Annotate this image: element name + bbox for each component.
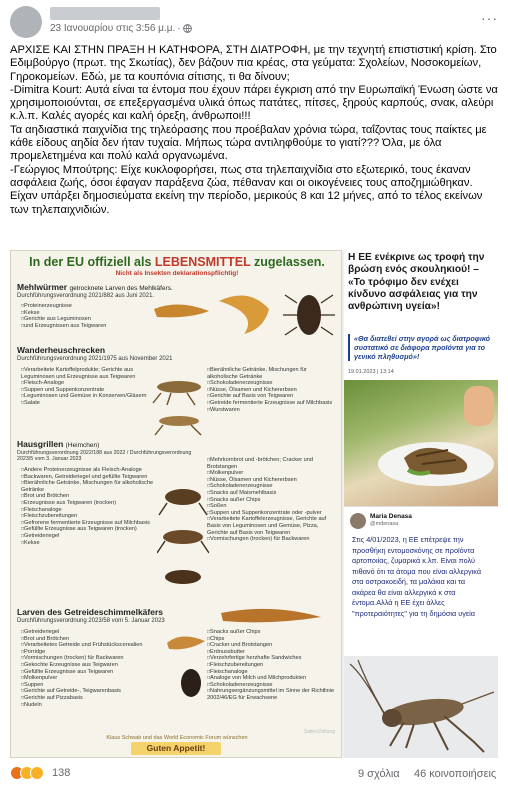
section-name: Hausgrillen: [17, 439, 64, 449]
list-item: □ Kekse: [21, 540, 157, 547]
post-paragraph: -Γεώργιος Μπούτρης: Είχε κυκλοφορήσει, πως στα τηλεπαιχνίδια στο εξωτερικό, τους έκαναν ασφάλεια ζωής, όσοι έφαγαν παράξενα ζώα, πέθαναν και οι οικογένειες τους αποζημιώθηκαν. Είχαν υπάρξει δημοσιεύματα εκείνη την περίοδο, μερικούς 8 και 12 μήνες, από το τέλος εκείνων των τηλεπαιχνιδιών.: [10, 163, 483, 216]
mealworm-beetle-illustration: [149, 289, 339, 339]
shares-count[interactable]: 46 κοινοποιήσεις: [414, 768, 497, 780]
section-name: Larven des Getreideschimmelkäfers: [17, 607, 163, 617]
author-name-redacted[interactable]: [50, 7, 160, 20]
list-item: □ Nüsse, Ölsamen und Kichererbsen: [207, 477, 337, 484]
list-item: □ Gerichte auf Getreide-, Teigwarenbasis: [21, 688, 157, 695]
list-item: □ Fleischanaloge: [207, 669, 337, 676]
tweet-card: [344, 506, 498, 656]
title-part: In der EU offiziell als: [29, 255, 155, 269]
list-item: □ Fleischzubereitungen: [21, 513, 157, 520]
cricket-illustration: [157, 477, 209, 597]
list-item: □ Snacks außer Chips: [207, 629, 337, 636]
list-item: □ Suppen und Suppenkonzentrate: [21, 387, 149, 394]
product-list: [21, 467, 157, 546]
list-item: □ Schokoladenerzeugnisse: [207, 682, 337, 689]
news-title: Η ΕΕ ενέκρινε ως τροφή την βρώση ενός σκουληκιού! – «Το τρόφιμο δεν ενέχει κίνδυνο ασφάλειας για την ανθρώπινη υγεία»!: [348, 252, 485, 313]
list-item: □ Chips: [207, 636, 337, 643]
list-item: □ Analoge von Milch und Milchprodukten: [207, 675, 337, 682]
post-meta: [50, 23, 192, 34]
infographic-footer: Klaus Schwab und das World Economic Forum wünschen: [106, 735, 248, 741]
list-item: □ und Erzeugnissen aus Teigwaren: [21, 323, 141, 330]
section-name: Mehlwürmer: [17, 282, 68, 292]
tweet-avatar: [350, 513, 366, 529]
cricket-photo-illustration: [344, 656, 498, 758]
infographic-watermark: Satire/Zeitung: [303, 729, 335, 735]
section-regulation: Durchführungsverordnung 2021/882 aus Juni 2021.: [17, 293, 155, 299]
section-heading: [17, 607, 163, 617]
list-item: □ Verarbeitetes Getreide und Frühstückscerealien: [21, 642, 157, 649]
list-item: □ Gerichte auf Basis von Teigwaren: [207, 393, 337, 400]
list-item: □ Suppen und Suppenkonzentrate oder -pulver: [207, 510, 337, 517]
list-item: □ Wurstwaren: [207, 407, 337, 414]
product-list: [21, 629, 157, 708]
list-item: □ Gerichte aus Leguminosen: [21, 316, 141, 323]
list-item: □ Verarbeitete Kartoffelprodukte; Gerichte aus Leguminosen und Erzeugnisse aus Teigwaren: [21, 367, 149, 380]
infographic-title: [17, 255, 337, 269]
more-options-button[interactable]: ···: [481, 10, 498, 26]
tweet-author-handle: @mdenasa: [370, 521, 399, 527]
list-item: □ Mehrkornbrot und -brötchen; Cracker und Brotstangen: [207, 457, 337, 470]
product-list: [21, 367, 149, 407]
list-item: □ Getreideriegel: [21, 629, 157, 636]
list-item: □ Bierähnliche Getränke, Mischungen für alkoholische Getränke: [207, 367, 337, 380]
list-item: □ Molkenpulver: [207, 470, 337, 477]
section-regulation: Durchführungsverordnung 2023/58 vom 5. Januar 2023: [17, 618, 165, 624]
list-item: □ Brot und Brötchen: [21, 493, 157, 500]
cricket-photo: [344, 656, 498, 758]
post-image-collage[interactable]: [10, 250, 498, 758]
list-item: □ Vormischungen (trocken) für Backwaren: [21, 655, 157, 662]
list-item: □ Gekochte Erzeugnisse aus Teigwaren: [21, 662, 157, 669]
list-item: □ Schokoladenerzeugnisse: [207, 380, 337, 387]
list-item: □ Getreide fermentierte Erzeugnisse auf Milchbasis: [207, 400, 337, 407]
list-item: □ Andere Proteinerzeugnisse als Fleisch-Analoge: [21, 467, 157, 474]
title-part: zugelassen.: [250, 255, 325, 269]
news-subtitle: «Θα διατεθεί στην αγορά ως διατροφικό συστατικό σε διάφορα προϊόντα για το γενικό πληθυσμό»!: [348, 334, 496, 361]
list-item: □ Cracker und Brotstangen: [207, 642, 337, 649]
list-item: □ Snacks außer Chips: [207, 497, 337, 504]
haha-reaction-icon: [30, 766, 44, 780]
comments-count[interactable]: 9 σχόλια: [358, 768, 400, 780]
list-item: □ Kekse: [21, 310, 141, 317]
list-item: □ Gefüllte Erzeugnisse aus Teigwaren: [21, 669, 157, 676]
list-item: □ Fleischanaloge: [21, 507, 157, 514]
list-item: □ Schokoladenerzeugnisse: [207, 483, 337, 490]
section-desc: getrocknete Larven des Mehlkäfers.: [69, 285, 173, 292]
meta-separator: ·: [177, 23, 181, 34]
list-item: □ Bierähnliche Getränke, Mischungen für alkoholische Getränke: [21, 480, 157, 493]
list-item: □ Gerichte auf Pizzabasis: [21, 695, 157, 702]
list-item: □ Soßen: [207, 503, 337, 510]
guten-appetit-banner: Guten Appetit!: [131, 742, 221, 755]
list-item: □ Verarbeitete Kartoffelerzeugnisse, Gerichte auf Basis von Leguminosen und Gemüse, Pizza, Gerichte auf Basis von Teigwaren: [207, 516, 337, 536]
globe-icon: [183, 24, 192, 33]
section-regulation: Durchführungsverordnung 2022/188 aus 2022 / Durchführungsverordnung 2023/5 vom 3. Januar 2023: [17, 450, 192, 462]
list-item: □ Nüsse, Ölsamen und Kichererbsen: [207, 387, 337, 394]
post-header: [10, 6, 498, 40]
tweet-author-name: Maria Denasa: [370, 513, 412, 520]
insect-infographic: [10, 250, 342, 758]
list-item: □ Fleisch-Analoge: [21, 380, 149, 387]
list-item: □ Molkenpulver: [21, 675, 157, 682]
section-name: Wanderheuschrecken: [17, 345, 106, 355]
product-list: [21, 303, 141, 329]
list-item: □ Nahrungsergänzungsmittel im Sinne der Richtlinie 2002/46/EG für Erwachsene: [207, 688, 337, 701]
list-item: □ Snacks auf Maismehlbasis: [207, 490, 337, 497]
tweet-text: Στις 4/01/2023, η ΕΕ επέτρεψε την προσθήκη εντομοσκόνης σε προϊόντα αρτοποιίας, ζυμαρικά κ.λπ. Είναι πολύ πιθανό ότι τα άτομα που είναι αλλεργικά στα οστρακοειδή, τα μαλάκια και τα ακάρεα θα είναι αλλεργικά κ στα έντομα.Αλλά η ΕΕ έχει άλλες "προτεραιότητες" για τη δημόσια υγεία: [352, 535, 482, 618]
list-item: □ Erzeugnisse aus Teigwaren (trocken): [21, 500, 157, 507]
news-article-header: [344, 250, 498, 380]
list-item: □ Porridge: [21, 649, 157, 656]
section-heading: [17, 439, 99, 449]
infographic-subtitle: Nicht als Insekten deklarationspflichtig!: [115, 270, 239, 277]
list-item: □ Gefüllte Erzeugnisse aus Teigwaren (trocken): [21, 526, 157, 533]
product-list: [207, 367, 337, 413]
list-item: □ Vormischungen (trocken) für Backwaren: [207, 536, 337, 543]
product-list: [207, 457, 337, 543]
title-highlight: LEBENSMITTEL: [154, 255, 251, 269]
reactions-summary[interactable]: [10, 766, 70, 780]
list-item: □ Erdnussbutter: [207, 649, 337, 656]
list-item: □ Gefrorene fermentierte Erzeugnisse auf Milchbasis: [21, 520, 157, 527]
locust-illustration: [151, 369, 207, 439]
section-regulation: Durchführungsverordnung 2021/1975 aus November 2021: [17, 356, 173, 362]
lesser-mealworm-illustration: [161, 603, 337, 703]
list-item: □ Brot und Brötchen: [21, 636, 157, 643]
post-timestamp[interactable]: 23 Ιανουαρίου στις 3:56 μ.μ.: [50, 23, 176, 34]
list-item: □ Suppen: [21, 682, 157, 689]
section-heading: [17, 345, 105, 355]
list-item: □ Salate: [21, 400, 149, 407]
list-item: □ Leguminosen und Gemüse in Konserven/Gläsern: [21, 393, 149, 400]
list-item: □ Proteinerzeugnisse: [21, 303, 141, 310]
post-paragraph: -Dimitra Kourt: Αυτά είναι τα έντομα που έχουν πάρει έγκριση από την Ευρωπαϊκή Ένωση ώστε να χρησιμοποιούνται, σε επεξεργασμένα υλικά όπως πατάτες, πίτσες, ξηρούς καρπούς, σνακ, αλεύρι κ.λ.π. Καλές αγορές και καλή όρεξη, άνθρωποι!!!: [10, 83, 498, 123]
avatar[interactable]: [10, 6, 42, 38]
post-text: [10, 44, 500, 217]
post-paragraph: Τα αηδιαστικά παιχνίδια της τηλεόρασης που προέβαλαν χρόνια τώρα, ταΐζοντας τους παίκτες με κάθε είδους αηδία δεν ήταν τυχαία. Μήπως τώρα αντιληφθούμε το γιατί??? Όλα, με όλα προμελετημένα και πολύ καλά οργανωμένα.: [10, 123, 487, 163]
list-item: □ Getreideriegel: [21, 533, 157, 540]
list-item: □ Fleischzubereitungen: [207, 662, 337, 669]
reaction-count[interactable]: 138: [52, 767, 71, 779]
news-panel: [344, 250, 498, 758]
news-date: 19.01.2023 | 13:14: [348, 369, 394, 375]
reaction-emoji-stack: [10, 766, 40, 780]
insect-food-photo: [344, 380, 498, 506]
list-item: □ Verzehrfertige herzhafte Sandwiches: [207, 655, 337, 662]
list-item: □ Nudeln: [21, 702, 157, 709]
list-item: □ Backwaren, Getreideriegel und gefüllte Teigwaren: [21, 474, 157, 481]
post-paragraph: ΑΡΧΙΣΕ ΚΑΙ ΣΤΗΝ ΠΡΑΞΗ Η ΚΑΤΗΦΟΡΑ, ΣΤΗ ΔΙΑΤΡΟΦΗ, με την τεχνητή επιστιστική κρίση. Στο Εδιμβούργο (πρωτ. της Σκωτίας), δεν βάζουν πια κρέας, στα γεύματα: Σχολείων, Νοσοκομείων, Γηροκομείων. Εδώ, με τα κουπόνια σίτισης, τι θα δίνουν;: [10, 44, 497, 83]
plate-illustration: [344, 380, 498, 506]
section-desc: (Heimchen): [65, 442, 100, 449]
